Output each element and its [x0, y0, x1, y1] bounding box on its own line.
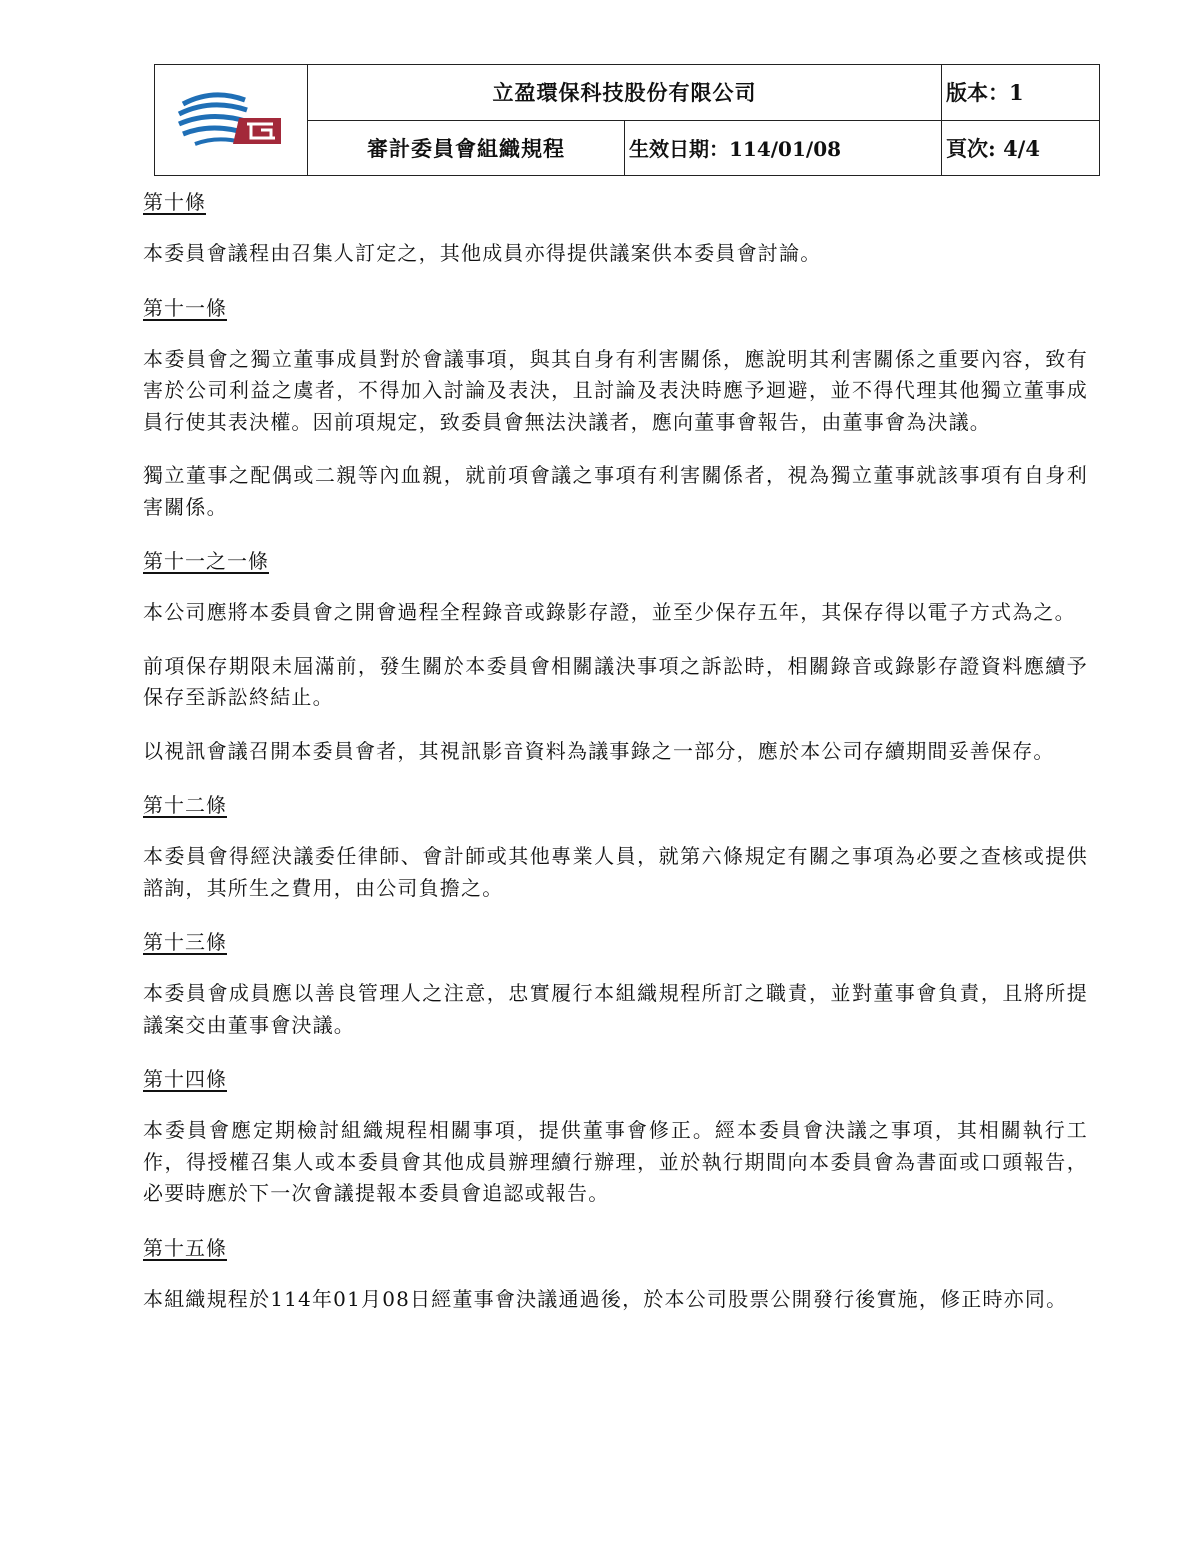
section-paragraph: 本委員會之獨立董事成員對於會議事項，與其自身有利害關係，應說明其利害關係之重要內容，致有害於公司利益之虞者，不得加入討論及表決，且討論及表決時應予迴避，並不得代理其他獨立董事成員行使其表決權。因前項規定，致委員會無法決議者，應向董事會報告，由董事會為決議。 [143, 346, 1088, 434]
section-heading: 第十一之一條 [143, 549, 269, 573]
company-logo-icon [177, 88, 285, 152]
effective-date: 生效日期：114/01/08 [625, 120, 942, 176]
document-header-table [154, 64, 1100, 176]
section-heading: 第十條 [143, 190, 206, 214]
document-body [143, 186, 1088, 1337]
section-paragraph: 本公司應將本委員會之開會過程全程錄音或錄影存證，並至少保存五年，其保存得以電子方式為之。 [143, 600, 1076, 624]
section-paragraph: 本委員會得經決議委任律師、會計師或其他專業人員，就第六條規定有關之事項為必要之查核或提供諮詢，其所生之費用，由公司負擔之。 [143, 844, 1088, 900]
section-paragraph: 前項保存期限未屆滿前，發生關於本委員會相關議決事項之訴訟時，相關錄音或錄影存證資料應續予保存至訴訟終結止。 [143, 653, 1088, 709]
logo-cell [155, 65, 308, 176]
section-heading: 第十三條 [143, 930, 227, 954]
company-name: 立盈環保科技股份有限公司 [308, 65, 942, 121]
section-heading: 第十二條 [143, 793, 227, 817]
version-label: 版本：1 [942, 65, 1100, 121]
section-paragraph: 獨立董事之配偶或二親等內血親，就前項會議之事項有利害關係者，視為獨立董事就該事項有自身利害關係。 [143, 463, 1088, 519]
section-heading: 第十一條 [143, 295, 227, 320]
page-number: 頁次: 4/4 [942, 120, 1100, 176]
section-paragraph: 本組織規程於114年01月08日經董事會決議通過後，於本公司股票公開發行後實施，修正時亦同。 [143, 1286, 1068, 1311]
document-title: 審計委員會組織規程 [308, 120, 625, 176]
section-paragraph: 本委員會議程由召集人訂定之，其他成員亦得提供議案供本委員會討論。 [143, 241, 822, 265]
section-heading: 第十五條 [143, 1235, 227, 1260]
section-paragraph: 本委員會成員應以善良管理人之注意，忠實履行本組織規程所訂之職責，並對董事會負責，且將所提議案交由董事會決議。 [143, 981, 1088, 1037]
section-heading: 第十四條 [143, 1067, 227, 1091]
section-paragraph: 以視訊會議召開本委員會者，其視訊影音資料為議事錄之一部分，應於本公司存續期間妥善保存。 [143, 738, 1055, 763]
section-paragraph: 本委員會應定期檢討組織規程相關事項，提供董事會修正。經本委員會決議之事項，其相關執行工作，得授權召集人或本委員會其他成員辦理續行辦理，並於執行期間向本委員會為書面或口頭報告，必要時應於下一次會議提報本委員會追認或報告。 [143, 1118, 1088, 1205]
